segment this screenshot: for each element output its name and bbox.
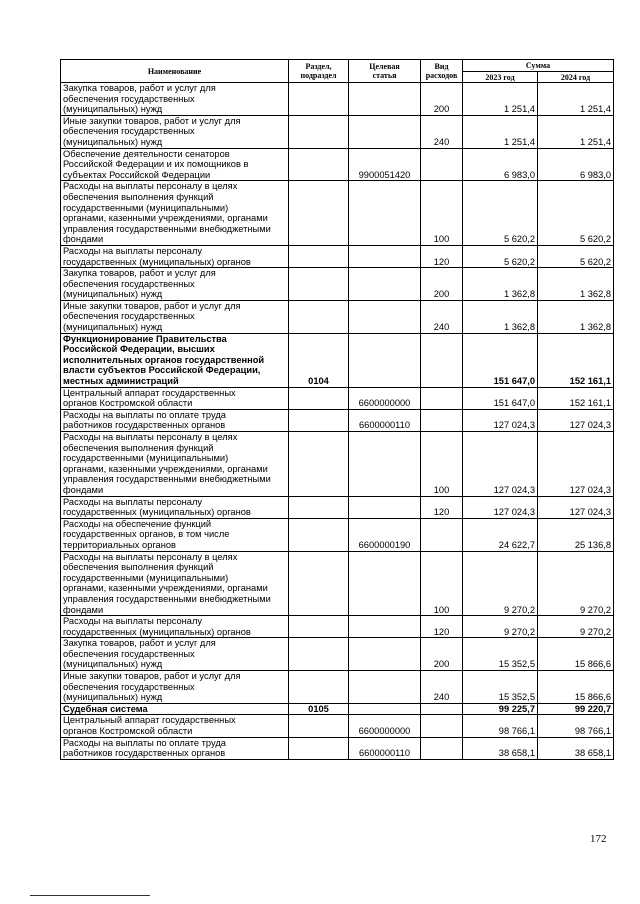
row-sum-2023: 127 024,3	[463, 409, 538, 431]
row-name: Закупка товаров, работ и услуг для обеспечения государственных (муниципальных) нужд	[61, 638, 289, 671]
row-expense-type: 240	[421, 300, 463, 333]
table-row	[61, 387, 614, 409]
row-expense-type	[421, 703, 463, 715]
table-row	[61, 181, 614, 246]
row-section	[289, 115, 349, 148]
row-sum-2023: 38 658,1	[463, 737, 538, 759]
row-expense-type: 120	[421, 616, 463, 638]
row-section	[289, 181, 349, 246]
row-article	[349, 181, 421, 246]
row-section	[289, 387, 349, 409]
row-article	[349, 115, 421, 148]
row-sum-2023: 151 647,0	[463, 387, 538, 409]
row-expense-type: 200	[421, 268, 463, 301]
row-article	[349, 333, 421, 387]
table-header	[61, 60, 614, 83]
row-sum-2023: 127 024,3	[463, 496, 538, 518]
row-article	[349, 83, 421, 116]
table-row	[61, 671, 614, 704]
row-section	[289, 496, 349, 518]
row-sum-2023: 9 270,2	[463, 616, 538, 638]
row-expense-type	[421, 387, 463, 409]
row-name: Закупка товаров, работ и услуг для обеспечения государственных (муниципальных) нужд	[61, 268, 289, 301]
table-row	[61, 300, 614, 333]
table-row	[61, 616, 614, 638]
table-row	[61, 703, 614, 715]
row-name: Закупка товаров, работ и услуг для обеспечения государственных (муниципальных) нужд	[61, 83, 289, 116]
row-sum-2024: 98 766,1	[538, 715, 614, 737]
row-section	[289, 551, 349, 616]
row-article	[349, 671, 421, 704]
row-sum-2024: 6 983,0	[538, 148, 614, 181]
header-expense-type: Вид расходов	[421, 60, 463, 83]
row-name: Функционирование Правительства Российской Федерации, высших исполнительных органов государственной власти субъектов Российской Федерации, местных администраций	[61, 333, 289, 387]
page-number: 172	[590, 833, 607, 845]
row-expense-type	[421, 148, 463, 181]
row-sum-2024: 127 024,3	[538, 409, 614, 431]
row-name: Расходы на обеспечение функций государственных органов, в том числе территориальных органов	[61, 518, 289, 551]
row-sum-2024: 1 362,8	[538, 268, 614, 301]
row-expense-type: 120	[421, 496, 463, 518]
row-sum-2023: 1 362,8	[463, 268, 538, 301]
row-section	[289, 638, 349, 671]
budget-table	[60, 59, 614, 760]
row-name: Расходы на выплаты персоналу государственных (муниципальных) органов	[61, 245, 289, 267]
row-sum-2023: 24 622,7	[463, 518, 538, 551]
row-sum-2024: 1 251,4	[538, 115, 614, 148]
row-article	[349, 551, 421, 616]
row-sum-2024: 9 270,2	[538, 616, 614, 638]
row-sum-2024: 5 620,2	[538, 245, 614, 267]
row-sum-2024: 152 161,1	[538, 333, 614, 387]
row-article	[349, 638, 421, 671]
row-section	[289, 671, 349, 704]
row-sum-2023: 5 620,2	[463, 181, 538, 246]
row-expense-type: 200	[421, 83, 463, 116]
row-expense-type: 240	[421, 671, 463, 704]
row-expense-type	[421, 715, 463, 737]
row-sum-2024: 25 136,8	[538, 518, 614, 551]
header-name: Наименование	[61, 60, 289, 83]
row-sum-2024: 15 866,6	[538, 671, 614, 704]
header-year-2023: 2023 год	[463, 72, 538, 83]
header-article: Целевая статья	[349, 60, 421, 83]
row-article: 6600000110	[349, 409, 421, 431]
row-sum-2023: 127 024,3	[463, 432, 538, 497]
table-row	[61, 432, 614, 497]
row-section	[289, 409, 349, 431]
row-name: Расходы на выплаты персоналу государственных (муниципальных) органов	[61, 496, 289, 518]
row-section	[289, 245, 349, 267]
row-sum-2023: 5 620,2	[463, 245, 538, 267]
row-name: Иные закупки товаров, работ и услуг для обеспечения государственных (муниципальных) нужд	[61, 671, 289, 704]
table-row	[61, 715, 614, 737]
row-article: 6600000190	[349, 518, 421, 551]
row-sum-2024: 15 866,6	[538, 638, 614, 671]
table-row	[61, 638, 614, 671]
row-section	[289, 518, 349, 551]
row-sum-2024: 9 270,2	[538, 551, 614, 616]
header-section: Раздел, подраздел	[289, 60, 349, 83]
table-row	[61, 115, 614, 148]
row-sum-2024: 1 251,4	[538, 83, 614, 116]
row-section	[289, 148, 349, 181]
row-expense-type: 100	[421, 181, 463, 246]
row-article: 9900051420	[349, 148, 421, 181]
row-name: Центральный аппарат государственных органов Костромской области	[61, 715, 289, 737]
row-sum-2024: 127 024,3	[538, 496, 614, 518]
row-sum-2024: 152 161,1	[538, 387, 614, 409]
row-article	[349, 268, 421, 301]
row-sum-2023: 15 352,5	[463, 638, 538, 671]
table-row	[61, 551, 614, 616]
row-sum-2023: 15 352,5	[463, 671, 538, 704]
table-row	[61, 245, 614, 267]
row-section	[289, 432, 349, 497]
row-expense-type: 120	[421, 245, 463, 267]
table-row	[61, 83, 614, 116]
row-expense-type: 200	[421, 638, 463, 671]
table-row	[61, 518, 614, 551]
row-sum-2023: 151 647,0	[463, 333, 538, 387]
row-expense-type: 240	[421, 115, 463, 148]
row-expense-type: 100	[421, 551, 463, 616]
row-name: Расходы на выплаты персоналу в целях обеспечения выполнения функций государственными (муниципальными) органами, казенными учреждениями, органами управления государственными внебюджетными фондами	[61, 551, 289, 616]
row-section	[289, 268, 349, 301]
row-sum-2023: 9 270,2	[463, 551, 538, 616]
row-expense-type	[421, 737, 463, 759]
table-row	[61, 496, 614, 518]
row-sum-2023: 1 251,4	[463, 115, 538, 148]
row-section: 0105	[289, 703, 349, 715]
row-section	[289, 737, 349, 759]
table-row	[61, 737, 614, 759]
row-sum-2024: 99 220,7	[538, 703, 614, 715]
row-expense-type	[421, 518, 463, 551]
header-year-2024: 2024 год	[538, 72, 614, 83]
row-sum-2023: 1 362,8	[463, 300, 538, 333]
table-row	[61, 268, 614, 301]
row-sum-2023: 6 983,0	[463, 148, 538, 181]
row-name: Иные закупки товаров, работ и услуг для обеспечения государственных (муниципальных) нужд	[61, 300, 289, 333]
row-article: 6600000000	[349, 387, 421, 409]
row-article	[349, 432, 421, 497]
row-sum-2023: 1 251,4	[463, 83, 538, 116]
row-sum-2024: 5 620,2	[538, 181, 614, 246]
row-name: Расходы на выплаты по оплате труда работников государственных органов	[61, 737, 289, 759]
row-name: Судебная система	[61, 703, 289, 715]
row-name: Расходы на выплаты персоналу государственных (муниципальных) органов	[61, 616, 289, 638]
row-sum-2024: 127 024,3	[538, 432, 614, 497]
row-section	[289, 715, 349, 737]
table-row	[61, 333, 614, 387]
row-name: Обеспечение деятельности сенаторов Российской Федерации и их помощников в субъектах Российской Федерации	[61, 148, 289, 181]
row-section: 0104	[289, 333, 349, 387]
row-sum-2023: 98 766,1	[463, 715, 538, 737]
row-expense-type	[421, 409, 463, 431]
row-name: Расходы на выплаты персоналу в целях обеспечения выполнения функций государственными (муниципальными) органами, казенными учреждениями, органами управления государственными внебюджетными фондами	[61, 181, 289, 246]
row-name: Центральный аппарат государственных органов Костромской области	[61, 387, 289, 409]
row-article	[349, 245, 421, 267]
row-sum-2024: 1 362,8	[538, 300, 614, 333]
footer-line	[30, 895, 150, 896]
row-article: 6600000000	[349, 715, 421, 737]
table-row	[61, 148, 614, 181]
row-article	[349, 300, 421, 333]
row-name: Иные закупки товаров, работ и услуг для обеспечения государственных (муниципальных) нужд	[61, 115, 289, 148]
row-sum-2024: 38 658,1	[538, 737, 614, 759]
row-section	[289, 616, 349, 638]
row-article	[349, 496, 421, 518]
row-name: Расходы на выплаты персоналу в целях обеспечения выполнения функций государственными (муниципальными) органами, казенными учреждениями, органами управления государственными внебюджетными фондами	[61, 432, 289, 497]
row-expense-type	[421, 333, 463, 387]
table-row	[61, 409, 614, 431]
header-sum: Сумма	[463, 60, 614, 72]
row-expense-type: 100	[421, 432, 463, 497]
row-section	[289, 300, 349, 333]
table-body	[61, 83, 614, 760]
row-sum-2023: 99 225,7	[463, 703, 538, 715]
row-article	[349, 616, 421, 638]
row-section	[289, 83, 349, 116]
row-name: Расходы на выплаты по оплате труда работников государственных органов	[61, 409, 289, 431]
row-article	[349, 703, 421, 715]
row-article: 6600000110	[349, 737, 421, 759]
